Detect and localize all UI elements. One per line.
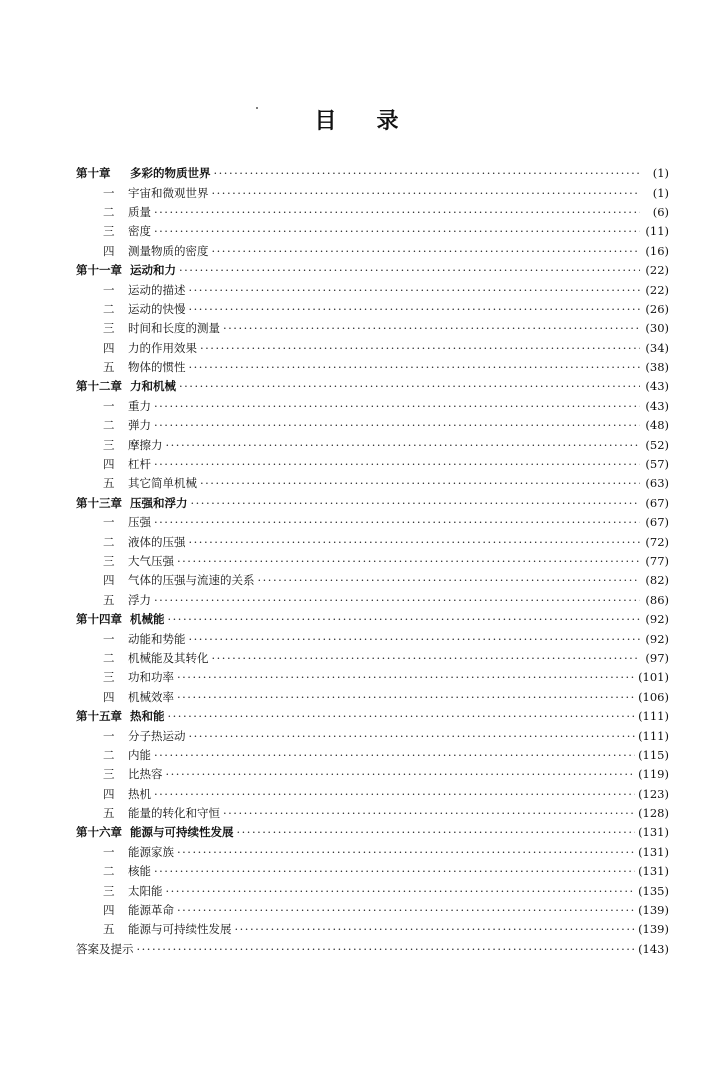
toc-entry-page: (34)	[645, 340, 669, 355]
toc-entry-page: (143)	[638, 941, 669, 956]
toc-entry-page: (22)	[645, 282, 669, 297]
toc-section-row	[76, 726, 669, 745]
page-title-char-2: 录	[376, 108, 399, 134]
toc-entry-number: 四	[103, 903, 115, 918]
toc-entry-page: (38)	[645, 360, 669, 375]
toc-entry-title: 能源家族	[128, 844, 174, 859]
toc-dot-leader	[189, 533, 641, 552]
toc-entry-title: 比热容	[128, 767, 163, 782]
toc-entry-page: (16)	[645, 243, 669, 258]
toc-entry-page: (101)	[638, 670, 669, 685]
toc-entry-title: 其它简单机械	[128, 476, 197, 491]
toc-dot-leader	[189, 358, 641, 377]
toc-entry-page: (123)	[638, 786, 669, 801]
toc-dot-leader	[189, 630, 641, 649]
toc-entry-number: 第十三章	[76, 495, 122, 510]
toc-entry-page: (43)	[645, 398, 669, 413]
toc-section-row	[76, 785, 669, 804]
toc-section-row	[76, 183, 669, 202]
toc-entry-title: 弹力	[128, 418, 151, 433]
toc-dot-leader	[154, 222, 640, 241]
toc-dot-leader	[191, 494, 641, 513]
toc-entry-number: 四	[103, 243, 115, 258]
toc-dot-leader	[154, 862, 635, 881]
toc-entry-number: 一	[103, 515, 115, 530]
toc-entry-title: 能源革命	[128, 903, 174, 918]
toc-dot-leader	[212, 649, 641, 668]
toc-entry-page: (72)	[645, 534, 669, 549]
toc-entry-number: 一	[103, 282, 115, 297]
toc-entry-page: (119)	[638, 767, 669, 782]
toc-chapter-row	[76, 610, 669, 629]
toc-section-row	[76, 435, 669, 454]
toc-section-row	[76, 416, 669, 435]
toc-entry-page: (111)	[638, 728, 669, 743]
toc-entry-number: 三	[103, 767, 115, 782]
toc-entry-number: 三	[103, 321, 115, 336]
toc-entry-title: 能源与可持续性发展	[130, 825, 234, 840]
toc-dot-leader	[212, 184, 641, 203]
toc-dot-leader	[154, 513, 640, 532]
toc-entry-title: 气体的压强与流速的关系	[128, 573, 255, 588]
toc-section-row	[76, 765, 669, 784]
toc-entry-title: 运动的快慢	[128, 301, 186, 316]
toc-section-row	[76, 300, 669, 319]
toc-section-row	[76, 513, 669, 532]
toc-dot-leader	[154, 455, 640, 474]
toc-entry-title: 能源与可持续性发展	[128, 922, 232, 937]
toc-dot-leader	[214, 164, 641, 183]
toc-entry-page: (86)	[645, 592, 669, 607]
toc-entry-number: 三	[103, 670, 115, 685]
toc-dot-leader	[168, 610, 641, 629]
toc-dot-leader	[223, 804, 635, 823]
toc-section-row	[76, 746, 669, 765]
toc-section-row	[76, 397, 669, 416]
toc-chapter-row	[76, 707, 669, 726]
toc-chapter-row	[76, 494, 669, 513]
toc-section-row	[76, 668, 669, 687]
toc-entry-title: 热机	[128, 786, 151, 801]
toc-dot-leader	[177, 843, 635, 862]
toc-entry-number: 一	[103, 185, 115, 200]
toc-entry-title: 动能和势能	[128, 631, 186, 646]
toc-entry-page: (97)	[645, 650, 669, 665]
toc-entry-page: (111)	[638, 709, 669, 724]
toc-dot-leader	[177, 688, 635, 707]
toc-section-row	[76, 242, 669, 261]
toc-section-row	[76, 862, 669, 881]
toc-entry-page: (52)	[645, 437, 669, 452]
toc-section-row	[76, 843, 669, 862]
toc-entry-page: (26)	[645, 301, 669, 316]
toc-entry-page: (1)	[652, 166, 669, 181]
toc-entry-page: (92)	[645, 631, 669, 646]
toc-entry-page: (131)	[638, 825, 669, 840]
toc-entry-page: (67)	[645, 495, 669, 510]
toc-entry-number: 三	[103, 224, 115, 239]
toc-entry-number: 一	[103, 728, 115, 743]
toc-section-row	[76, 474, 669, 493]
toc-entry-page: (92)	[645, 612, 669, 627]
toc-entry-number: 二	[103, 204, 115, 219]
toc-entry-number: 五	[103, 922, 115, 937]
toc-entry-number: 三	[103, 437, 115, 452]
toc-entry-page: (11)	[645, 224, 669, 239]
toc-section-row	[76, 280, 669, 299]
toc-entry-number: 四	[103, 786, 115, 801]
toc-entry-title: 杠杆	[128, 457, 151, 472]
toc-dot-leader	[177, 552, 640, 571]
toc-dot-leader	[223, 319, 640, 338]
toc-dot-leader	[212, 242, 641, 261]
toc-dot-leader	[154, 591, 640, 610]
toc-entry-title: 力和机械	[130, 379, 176, 394]
toc-entry-title: 机械效率	[128, 689, 174, 704]
toc-entry-number: 第十五章	[76, 709, 122, 724]
toc-entry-title: 压强和浮力	[130, 495, 188, 510]
toc-section-row	[76, 629, 669, 648]
toc-dot-leader	[137, 940, 636, 959]
toc-chapter-row	[76, 164, 669, 183]
toc-entry-title: 分子热运动	[128, 728, 186, 743]
toc-entry-number: 三	[103, 554, 115, 568]
toc-entry-page: (115)	[638, 747, 669, 762]
scan-speck	[256, 107, 258, 109]
toc-dot-leader	[200, 474, 640, 493]
toc-chapter-row	[76, 823, 669, 842]
toc-entry-number: 二	[103, 301, 115, 316]
toc-section-row	[76, 804, 669, 823]
toc-entry-title: 时间和长度的测量	[128, 321, 220, 336]
toc-entry-title: 物体的惯性	[128, 360, 186, 375]
toc-entry-number: 二	[103, 747, 115, 762]
toc-entry-number: 第十四章	[76, 612, 122, 627]
toc-entry-number: 五	[103, 806, 115, 821]
toc-entry-title: 能量的转化和守恒	[128, 806, 220, 821]
toc-entry-number: 二	[103, 864, 115, 879]
toc-dot-leader	[177, 668, 635, 687]
toc-entry-page: (67)	[645, 515, 669, 530]
toc-entry-page: (106)	[638, 689, 669, 704]
table-of-contents	[76, 164, 669, 959]
toc-entry-number: 五	[103, 476, 115, 491]
toc-dot-leader	[237, 823, 636, 842]
toc-entry-page: (22)	[645, 263, 669, 278]
toc-dot-leader	[258, 571, 641, 590]
toc-entry-number: 五	[103, 360, 115, 375]
toc-entry-page: (6)	[652, 204, 669, 219]
toc-entry-number: 第十二章	[76, 379, 122, 394]
toc-entry-title: 重力	[128, 398, 151, 413]
toc-section-row	[76, 649, 669, 668]
toc-section-row	[76, 203, 669, 222]
page-title	[0, 104, 713, 135]
toc-entry-title: 摩擦力	[128, 437, 163, 452]
toc-entry-number: 一	[103, 844, 115, 859]
toc-entry-page: (82)	[645, 573, 669, 588]
toc-answer-row	[76, 940, 669, 959]
toc-entry-number: 第十六章	[76, 825, 122, 840]
toc-dot-leader	[168, 707, 636, 726]
toc-entry-number: 一	[103, 398, 115, 413]
toc-entry-number: 四	[103, 457, 115, 472]
toc-entry-page: (57)	[645, 457, 669, 472]
toc-section-row	[76, 688, 669, 707]
toc-dot-leader	[166, 436, 641, 455]
toc-section-row	[76, 571, 669, 590]
toc-entry-page: (131)	[638, 864, 669, 879]
toc-entry-title: 力的作用效果	[128, 340, 197, 355]
toc-entry-page: (131)	[638, 844, 669, 859]
toc-section-row	[76, 222, 669, 241]
toc-section-row	[76, 920, 669, 939]
toc-dot-leader	[154, 785, 635, 804]
toc-entry-number: 一	[103, 631, 115, 646]
toc-entry-title: 功和功率	[128, 670, 174, 685]
toc-entry-page: (43)	[645, 379, 669, 394]
toc-entry-number: 四	[103, 340, 115, 355]
toc-entry-title: 宇宙和微观世界	[128, 185, 209, 200]
toc-entry-number: 第十章	[76, 166, 111, 181]
toc-entry-number: 三	[103, 883, 115, 898]
toc-entry-page: (128)	[638, 806, 669, 821]
toc-section-row	[76, 881, 669, 900]
toc-dot-leader	[235, 920, 636, 939]
toc-entry-number: 四	[103, 573, 115, 588]
toc-entry-title: 答案及提示	[76, 941, 134, 956]
toc-chapter-row	[76, 377, 669, 396]
toc-entry-title: 密度	[128, 224, 151, 239]
toc-section-row	[76, 319, 669, 338]
toc-entry-title: 太阳能	[128, 883, 163, 898]
toc-entry-title: 机械能及其转化	[128, 650, 209, 665]
toc-section-row	[76, 455, 669, 474]
toc-entry-page: (139)	[638, 903, 669, 918]
toc-section-row	[76, 552, 669, 571]
toc-entry-title: 多彩的物质世界	[130, 166, 211, 181]
toc-entry-title: 大气压强	[128, 554, 174, 568]
toc-entry-number: 二	[103, 650, 115, 665]
toc-entry-number: 第十一章	[76, 263, 122, 278]
toc-entry-title: 内能	[128, 747, 151, 762]
toc-entry-page: (139)	[638, 922, 669, 937]
toc-entry-title: 压强	[128, 515, 151, 530]
toc-dot-leader	[154, 416, 640, 435]
toc-dot-leader	[179, 377, 640, 396]
toc-dot-leader	[189, 300, 641, 319]
toc-entry-page: (1)	[652, 185, 669, 200]
toc-entry-title: 浮力	[128, 592, 151, 607]
toc-section-row	[76, 591, 669, 610]
toc-section-row	[76, 339, 669, 358]
toc-entry-page: (135)	[638, 883, 669, 898]
toc-entry-page: (63)	[645, 476, 669, 491]
toc-entry-title: 运动和力	[130, 263, 176, 278]
toc-section-row	[76, 901, 669, 920]
toc-dot-leader	[154, 203, 640, 222]
toc-entry-number: 二	[103, 418, 115, 433]
toc-section-row	[76, 358, 669, 377]
toc-section-row	[76, 532, 669, 551]
toc-entry-title: 运动的描述	[128, 282, 186, 297]
toc-entry-title: 核能	[128, 864, 151, 879]
toc-entry-title: 机械能	[130, 612, 165, 627]
toc-dot-leader	[189, 281, 641, 300]
toc-dot-leader	[200, 339, 640, 358]
toc-dot-leader	[154, 746, 635, 765]
toc-entry-title: 质量	[128, 204, 151, 219]
toc-entry-page: (48)	[645, 418, 669, 433]
toc-entry-title: 热和能	[130, 709, 165, 724]
toc-chapter-row	[76, 261, 669, 280]
toc-dot-leader	[189, 727, 636, 746]
toc-dot-leader	[177, 901, 635, 920]
toc-dot-leader	[179, 261, 640, 280]
toc-entry-number: 四	[103, 689, 115, 704]
toc-entry-page: (77)	[645, 554, 669, 568]
toc-dot-leader	[154, 397, 640, 416]
toc-entry-number: 二	[103, 534, 115, 549]
toc-dot-leader	[166, 765, 636, 784]
toc-entry-number: 五	[103, 592, 115, 607]
page-title-char-1: 目	[314, 108, 337, 134]
toc-entry-title: 液体的压强	[128, 534, 186, 549]
toc-entry-page: (30)	[645, 321, 669, 336]
toc-dot-leader	[166, 882, 636, 901]
toc-entry-title: 测量物质的密度	[128, 243, 209, 258]
